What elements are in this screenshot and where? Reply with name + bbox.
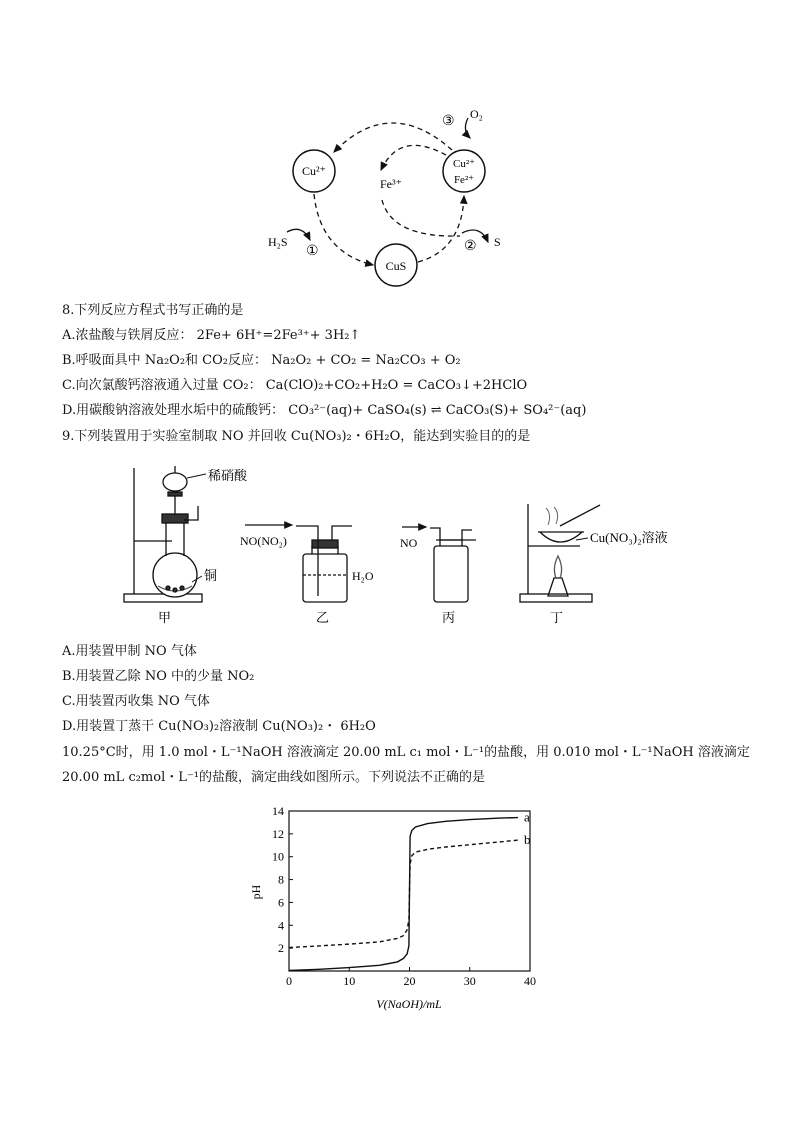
x-tick-label: 0	[286, 974, 292, 988]
arc-fe-inner	[381, 145, 446, 170]
y-tick-label: 2	[278, 941, 284, 956]
apparatus-jia	[124, 466, 206, 602]
q10-stem-line1: 10.25°C时，用 1.0 mol・L⁻¹NaOH 溶液滴定 20.00 mL c₁ mol・L⁻¹的盐酸，用 0.010 mol・L⁻¹NaOH 溶液滴定	[62, 745, 750, 760]
cu2-node-label: Cu²⁺	[302, 164, 326, 178]
label-yi: 乙	[316, 610, 330, 625]
label-no: NO	[400, 536, 418, 550]
label-h2o: H₂O	[352, 569, 374, 583]
o2-arrow	[465, 118, 470, 138]
q8-option-a: A.浓盐酸与铁屑反应： 2Fe+ 6H⁺=2Fe³⁺+ 3H₂↑	[62, 328, 361, 343]
x-tick-label: 20	[403, 974, 416, 988]
apparatus-ding	[520, 504, 600, 602]
arc-cus-to-cufe	[418, 196, 464, 262]
y-tick-label: 6	[278, 895, 284, 910]
series-label-b: b	[523, 832, 531, 848]
cus-node-label: CuS	[385, 259, 407, 273]
step2-label: ②	[464, 239, 477, 254]
q10-stem-line2: 20.00 mL c₂mol・L⁻¹的盐酸，滴定曲线如图所示。下列说法不正确的是	[62, 770, 485, 785]
step1-label: ①	[306, 244, 319, 259]
series-line-b	[289, 840, 518, 948]
o2-label: O₂	[470, 107, 483, 121]
arc-fe-bottom	[382, 200, 460, 236]
q8-stem: 8.下列反应方程式书写正确的是	[62, 303, 244, 318]
label-bing: 丙	[442, 610, 456, 625]
arc-cufe-to-cu	[334, 123, 452, 152]
x-tick-label: 30	[463, 974, 476, 988]
q9-option-d: D.用装置丁蒸干 Cu(NO₃)₂溶液制 Cu(NO₃)₂・ 6H₂O	[62, 719, 376, 734]
chart-ylabel: pH	[249, 884, 263, 900]
arc-cu-to-cus	[314, 194, 373, 265]
cu-fe-node-label-fe: Fe²⁺	[453, 174, 475, 186]
series-label-a: a	[523, 809, 530, 825]
q9-stem: 9.下列装置用于实验室制取 NO 并回收 Cu(NO₃)₂・6H₂O，能达到实验目的的是	[62, 429, 531, 444]
y-tick-label: 10	[272, 849, 284, 864]
label-copper: 铜	[204, 568, 218, 583]
q8-option-c: C.向次氯酸钙溶液通入过量 CO₂： Ca(ClO)₂+CO₂+H₂O = CaCO₃↓+2HClO	[62, 378, 528, 393]
cu-fe-node-label-cu: Cu²⁺	[453, 158, 475, 170]
label-cuno3-solution: Cu(NO₃)₂溶液	[590, 530, 668, 545]
q8-option-b: B.呼吸面具中 Na₂O₂和 CO₂反应： Na₂O₂ + CO₂ = Na₂CO₃ + O₂	[62, 353, 461, 368]
label-jia: 甲	[158, 610, 172, 625]
step3-label: ③	[442, 114, 455, 129]
chart-xlabel: V(NaOH)/mL	[376, 997, 442, 1011]
q9-option-c: C.用装置丙收集 NO 气体	[62, 694, 210, 709]
q9-option-a: A.用装置甲制 NO 气体	[62, 644, 197, 659]
h2s-label: H₂S	[268, 235, 288, 249]
y-tick-label: 8	[278, 872, 284, 887]
y-tick-label: 12	[272, 826, 284, 841]
fe3-label: Fe³⁺	[380, 177, 402, 191]
y-tick-label: 14	[272, 804, 284, 818]
q8-option-d: D.用碳酸钠溶液处理水垢中的硫酸钙： CO₃²⁻(aq)+ CaSO₄(s) ⇌ CaCO₃(S)+ SO₄²⁻(aq)	[62, 403, 587, 418]
label-dilute-acid: 稀硝酸	[208, 468, 248, 483]
s-label: S	[494, 235, 501, 249]
cycle-diagram	[250, 100, 530, 290]
label-no-no2: NO(NO₂)	[240, 534, 287, 548]
y-tick-label: 4	[278, 918, 284, 933]
series-line-a	[289, 818, 518, 971]
h2s-arrow	[287, 229, 310, 240]
q9-option-b: B.用装置乙除 NO 中的少量 NO₂	[62, 669, 255, 684]
apparatus-figure	[118, 460, 698, 630]
x-tick-label: 40	[524, 974, 536, 988]
titration-chart	[240, 800, 560, 1020]
x-tick-label: 10	[343, 974, 356, 988]
label-ding: 丁	[550, 610, 564, 625]
